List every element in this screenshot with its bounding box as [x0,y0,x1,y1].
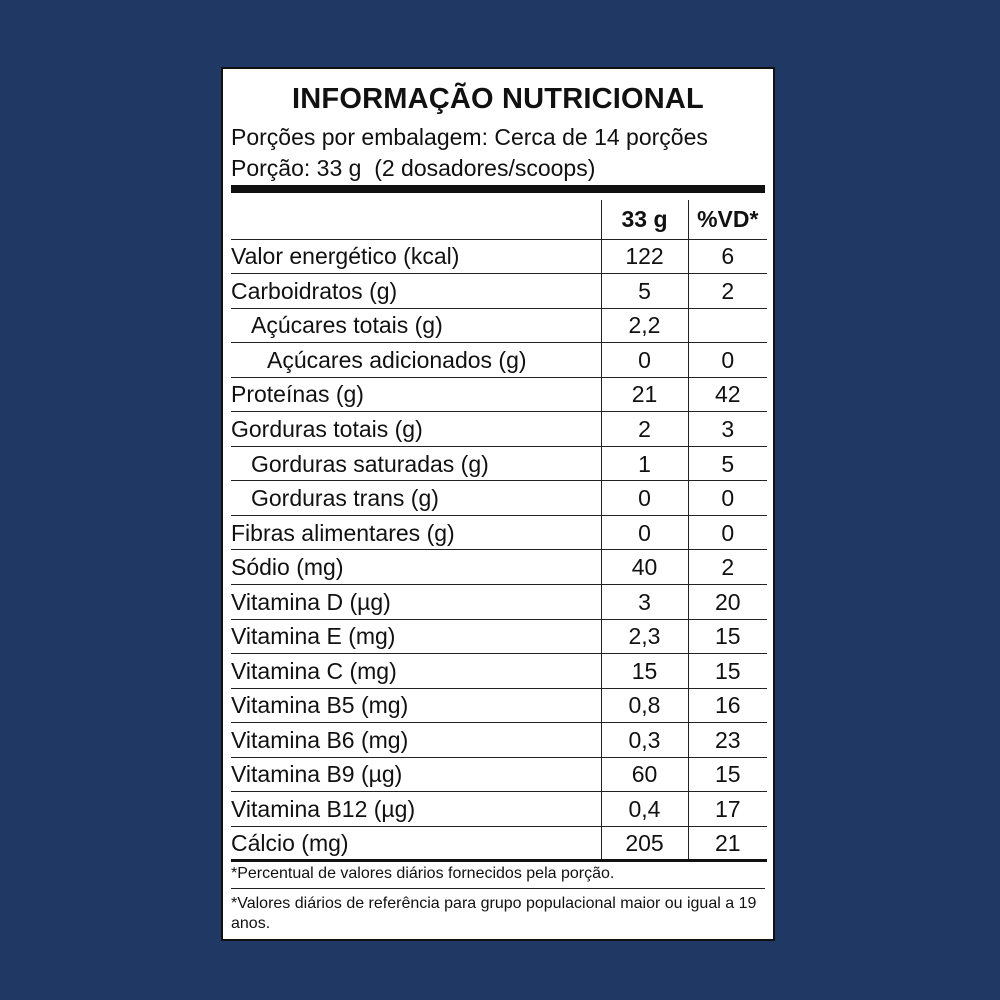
nutrient-dv: 5 [688,446,767,481]
table-row [231,584,767,619]
nutrient-name: Gorduras totais (g) [231,412,601,447]
table-row [231,654,767,689]
nutrient-name: Gorduras trans (g) [231,481,601,516]
footnote-reference-values: *Valores diários de referência para grupo populacional maior ou igual a 19 anos. [231,895,757,932]
nutrient-amount: 2,2 [601,308,688,343]
header-amount: 33 g [601,200,688,239]
table-row [231,377,767,412]
nutrient-dv: 0 [688,343,767,378]
nutrient-dv: 20 [688,584,767,619]
nutrient-amount: 3 [601,584,688,619]
nutrient-dv: 6 [688,239,767,274]
thick-divider [231,185,765,193]
nutrient-dv: 0 [688,515,767,550]
nutrient-amount: 60 [601,757,688,792]
nutrient-name: Vitamina B12 (µg) [231,792,601,827]
table-row [231,792,767,827]
table-row [231,757,767,792]
nutrient-dv [688,308,767,343]
nutrient-name: Vitamina B9 (µg) [231,757,601,792]
nutrient-dv: 2 [688,550,767,585]
nutrient-amount: 0 [601,481,688,516]
nutrient-name: Cálcio (mg) [231,826,601,861]
footnote-daily-values: *Percentual de valores diários fornecidos pela porção. [231,864,765,889]
nutrient-name: Açúcares adicionados (g) [231,343,601,378]
table-row [231,308,767,343]
table-row [231,550,767,585]
table-row [231,446,767,481]
nutrient-name: Gorduras saturadas (g) [231,446,601,481]
nutrition-table [231,200,767,862]
nutrient-amount: 205 [601,826,688,861]
nutrient-dv: 16 [688,688,767,723]
nutrient-dv: 21 [688,826,767,861]
nutrient-dv: 42 [688,377,767,412]
nutrient-amount: 21 [601,377,688,412]
table-row [231,723,767,758]
nutrient-amount: 0,4 [601,792,688,827]
header-nutrient [231,200,601,239]
nutrient-name: Vitamina C (mg) [231,654,601,689]
table-row [231,274,767,309]
nutrient-amount: 0 [601,343,688,378]
header-daily-value: %VD* [688,200,767,239]
nutrient-amount: 0,3 [601,723,688,758]
nutrient-dv: 15 [688,654,767,689]
table-header-row [231,200,767,239]
nutrient-dv: 15 [688,757,767,792]
nutrient-name: Vitamina B6 (mg) [231,723,601,758]
nutrient-amount: 2,3 [601,619,688,654]
nutrition-facts-panel [221,67,775,941]
nutrient-dv: 3 [688,412,767,447]
nutrient-amount: 0 [601,515,688,550]
table-row [231,481,767,516]
nutrient-name: Fibras alimentares (g) [231,515,601,550]
nutrient-amount: 2 [601,412,688,447]
nutrition-title: INFORMAÇÃO NUTRICIONAL [292,83,704,115]
servings-per-package: Porções por embalagem: Cerca de 14 porções [231,124,708,150]
nutrient-name: Açúcares totais (g) [231,308,601,343]
nutrient-name: Valor energético (kcal) [231,239,601,274]
table-row [231,239,767,274]
nutrient-dv: 2 [688,274,767,309]
table-row [231,343,767,378]
table-row [231,826,767,861]
nutrient-dv: 23 [688,723,767,758]
nutrient-amount: 40 [601,550,688,585]
nutrient-name: Proteínas (g) [231,377,601,412]
nutrient-name: Carboidratos (g) [231,274,601,309]
table-row [231,619,767,654]
nutrient-dv: 0 [688,481,767,516]
nutrient-amount: 1 [601,446,688,481]
table-row [231,412,767,447]
table-row [231,515,767,550]
nutrient-name: Sódio (mg) [231,550,601,585]
nutrient-dv: 15 [688,619,767,654]
nutrient-name: Vitamina B5 (mg) [231,688,601,723]
table-row [231,688,767,723]
nutrient-amount: 122 [601,239,688,274]
nutrient-amount: 5 [601,274,688,309]
nutrient-name: Vitamina E (mg) [231,619,601,654]
serving-size: Porção: 33 g (2 dosadores/scoops) [231,155,596,181]
nutrient-amount: 0,8 [601,688,688,723]
nutrient-amount: 15 [601,654,688,689]
nutrient-dv: 17 [688,792,767,827]
nutrient-name: Vitamina D (µg) [231,584,601,619]
